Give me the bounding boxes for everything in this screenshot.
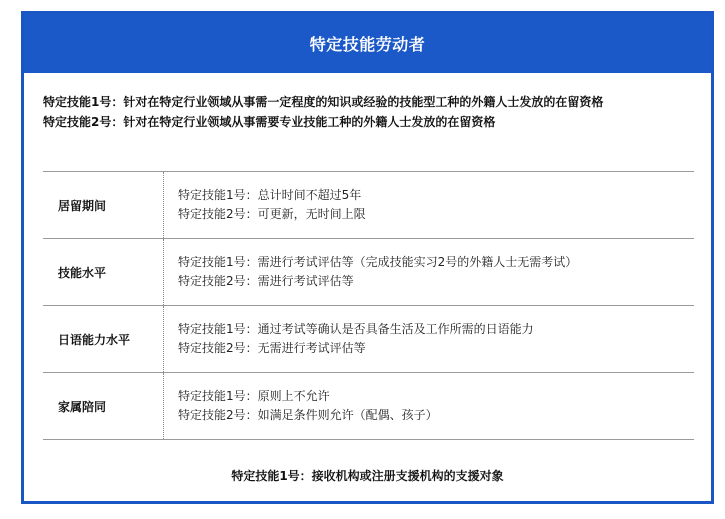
footer-note: 特定技能1号：接收机构或注册支援机构的支援对象 — [231, 469, 504, 483]
row-value-1: 特定技能1号：通过考试等确认是否具备生活及工作所需的日语能力 — [178, 322, 534, 336]
row-values — [164, 239, 694, 305]
card-header — [24, 14, 711, 73]
table-row — [43, 239, 694, 306]
row-label: 技能水平 — [43, 239, 164, 305]
intro-line-1: 特定技能1号：针对在特定行业领域从事需一定程度的知识或经验的技能型工种的外籍人士发放的在留资格 — [43, 95, 604, 109]
row-label: 日语能力水平 — [43, 306, 164, 372]
row-label: 居留期间 — [43, 172, 164, 238]
row-value-2: 特定技能2号：无需进行考试评估等 — [178, 341, 366, 355]
row-label: 家属陪同 — [43, 373, 164, 439]
table-row — [43, 373, 694, 440]
table-row — [43, 172, 694, 239]
card-title: 特定技能劳动者 — [309, 35, 426, 54]
info-card — [21, 11, 714, 504]
row-value-1: 特定技能1号：原则上不允许 — [178, 389, 330, 403]
row-values — [164, 306, 694, 372]
row-value-2: 特定技能2号：如满足条件则允许（配偶、孩子） — [178, 408, 438, 422]
table-row — [43, 306, 694, 373]
comparison-table — [43, 171, 694, 440]
row-value-2: 特定技能2号：可更新，无时间上限 — [178, 207, 366, 221]
row-value-1: 特定技能1号：需进行考试评估等（完成技能实习2号的外籍人士无需考试） — [178, 255, 578, 269]
row-values — [164, 373, 694, 439]
row-value-1: 特定技能1号：总计时间不超过5年 — [178, 188, 362, 202]
intro-text — [43, 93, 693, 131]
intro-line-2: 特定技能2号：针对在特定行业领域从事需要专业技能工种的外籍人士发放的在留资格 — [43, 115, 496, 129]
row-value-2: 特定技能2号：需进行考试评估等 — [178, 274, 354, 288]
row-values — [164, 172, 694, 238]
